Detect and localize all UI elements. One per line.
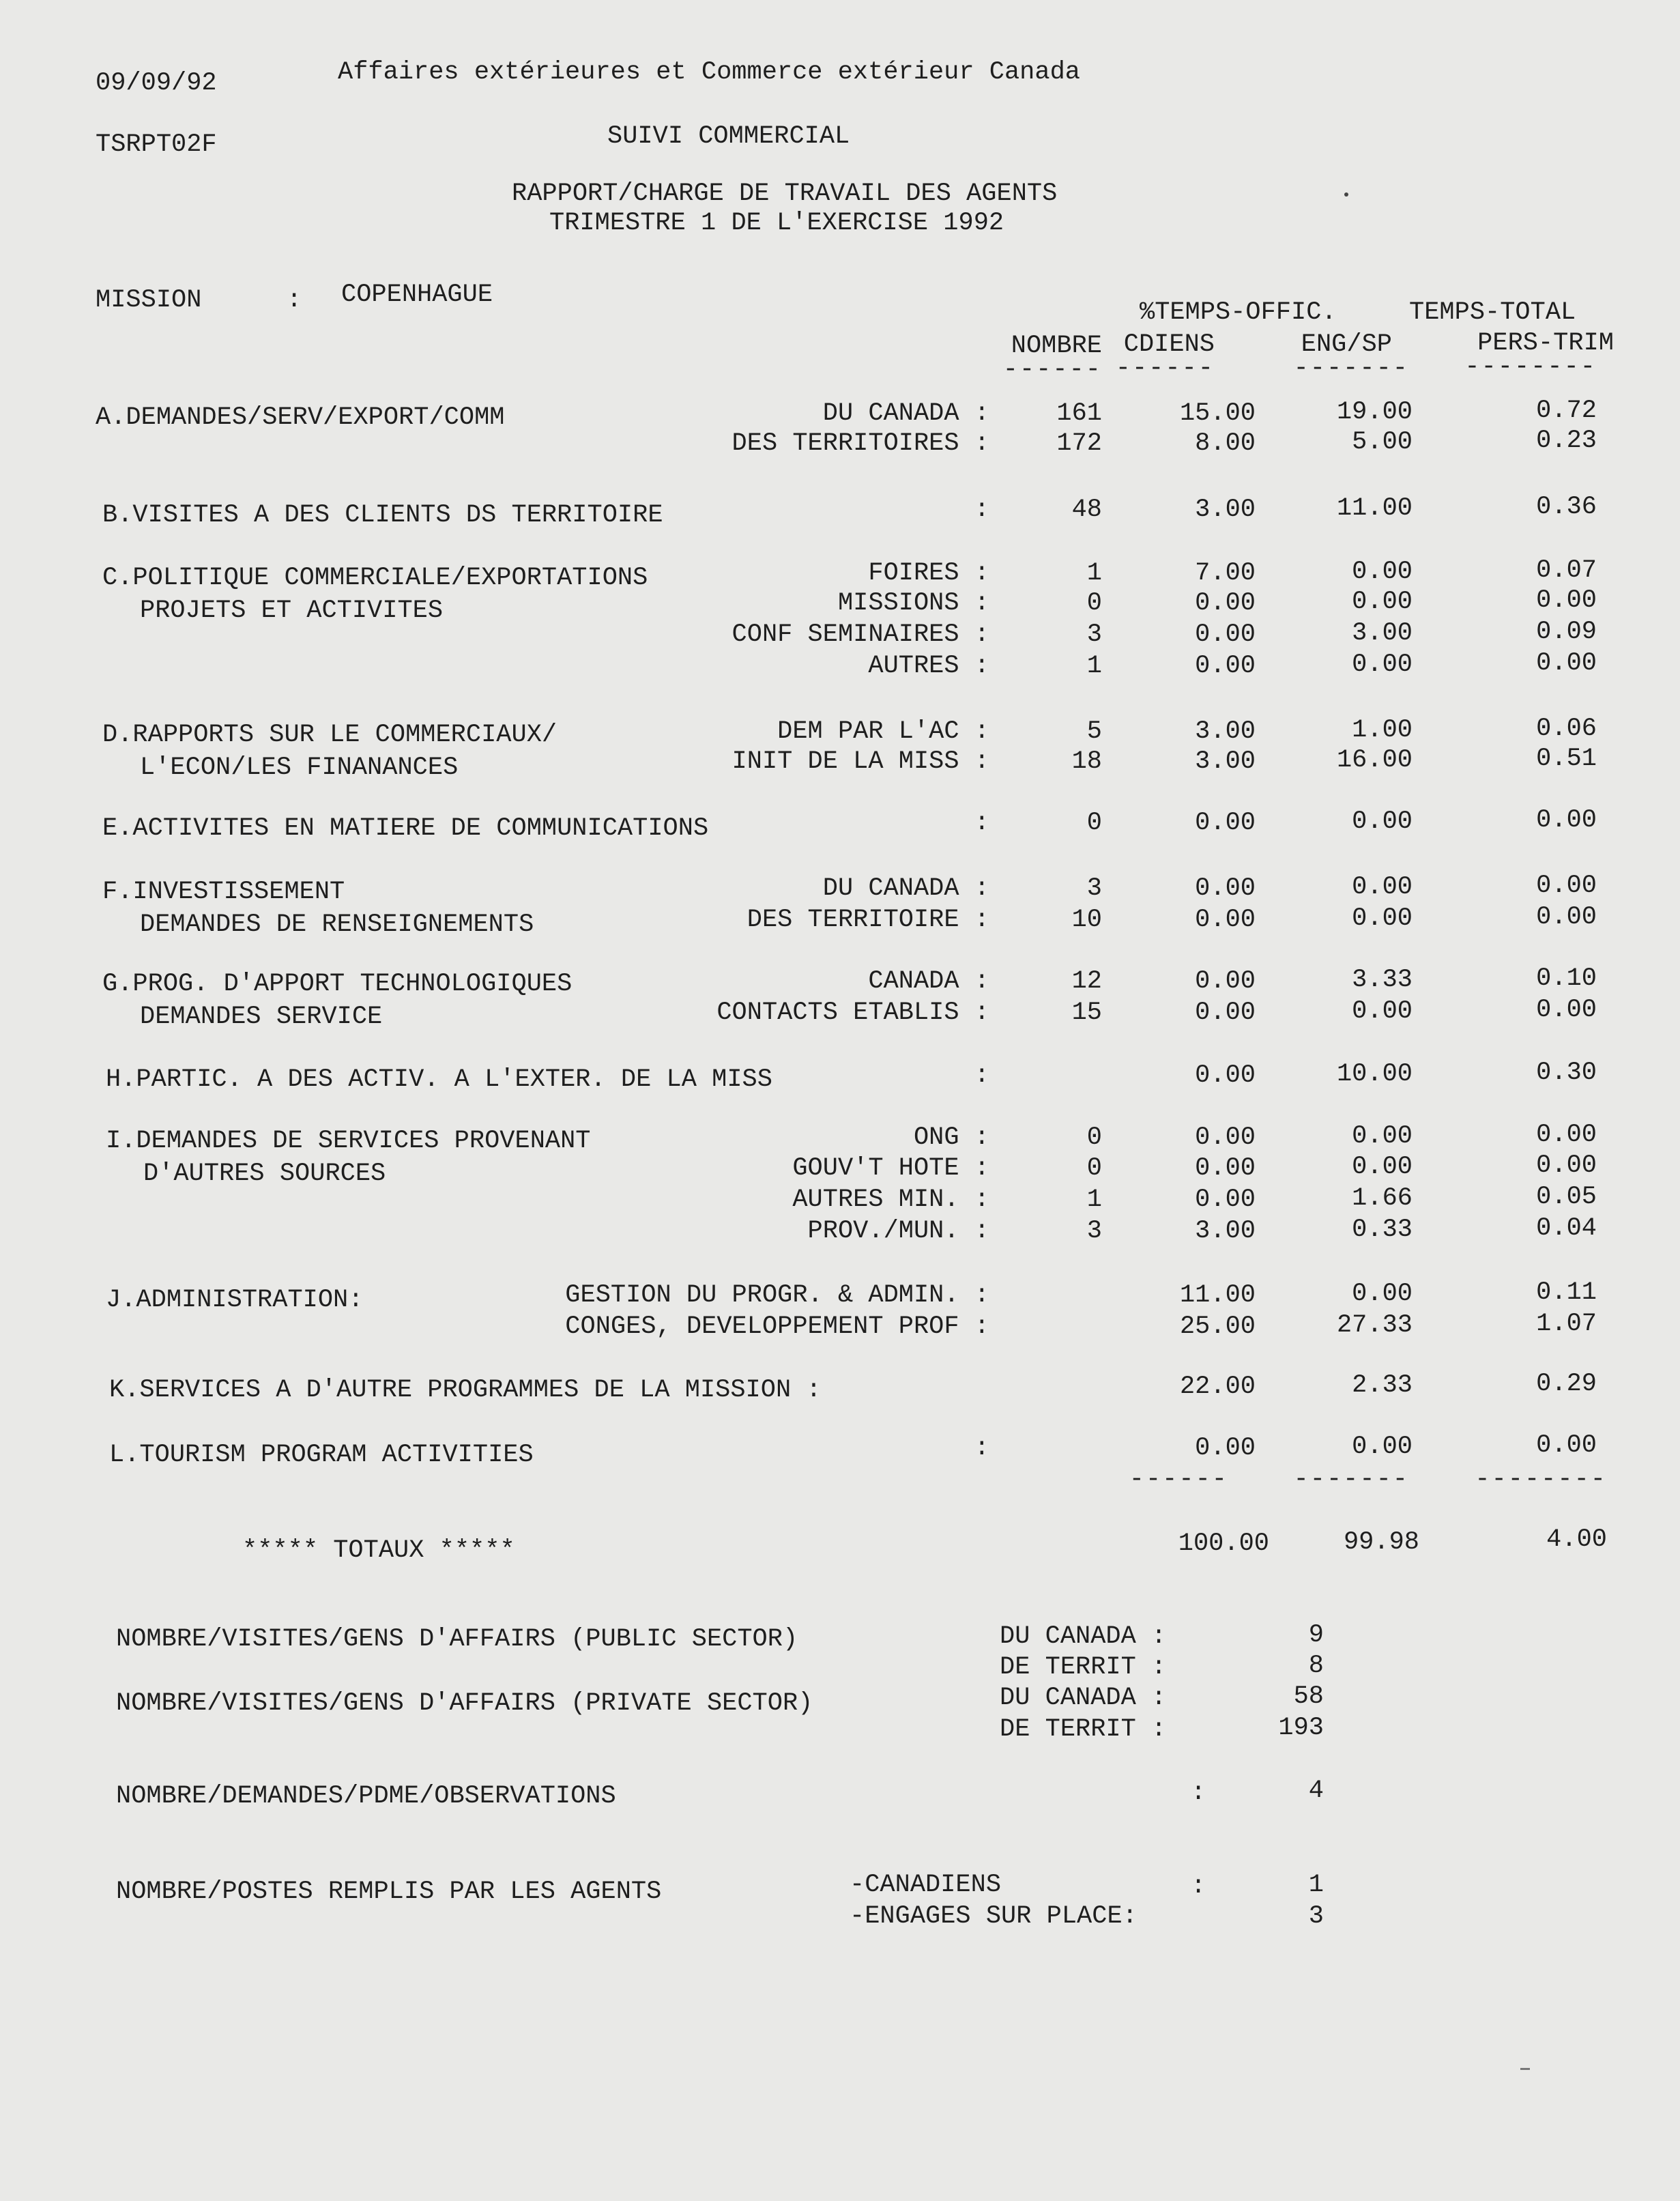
cell-cdiens: 15.00 — [1179, 399, 1256, 428]
row-sublabel: INIT DE LA MISS : — [732, 747, 989, 776]
totals-label: ***** TOTAUX ***** — [242, 1536, 515, 1565]
cell-cdiens: 22.00 — [1179, 1372, 1256, 1401]
cell-perstrim: 0.05 — [1536, 1183, 1597, 1211]
cell-perstrim: 1.07 — [1536, 1310, 1597, 1338]
cell-engsp: 3.00 — [1352, 619, 1413, 648]
cell-perstrim: 0.00 — [1536, 1121, 1597, 1149]
row-sublabel: : — [974, 1061, 989, 1090]
column-group-total-header: TEMPS-TOTAL — [1409, 298, 1576, 327]
column-rule-engsp: ------- — [1293, 354, 1409, 383]
column-rule-perstrim: -------- — [1464, 353, 1597, 382]
positions-engages-sub: -ENGAGES SUR PLACE: — [850, 1902, 1138, 1931]
row-sublabel: DU CANADA : — [822, 874, 989, 903]
cell-nombre: 172 — [1056, 429, 1102, 458]
requests-label: NOMBRE/DEMANDES/PDME/OBSERVATIONS — [116, 1782, 616, 1811]
totals-rule-engsp: ------- — [1293, 1465, 1409, 1494]
cell-cdiens: 0.00 — [1195, 1061, 1256, 1090]
cell-perstrim: 0.11 — [1536, 1278, 1597, 1307]
cell-engsp: 0.00 — [1352, 904, 1413, 933]
cell-engsp: 2.33 — [1352, 1371, 1413, 1400]
section-title: J.ADMINISTRATION: — [106, 1286, 364, 1314]
section-title: G.PROG. D'APPORT TECHNOLOGIQUES — [102, 970, 573, 998]
cell-cdiens: 3.00 — [1195, 717, 1256, 746]
cell-cdiens: 11.00 — [1179, 1281, 1256, 1310]
cell-perstrim: 0.23 — [1536, 427, 1597, 455]
column-cdiens-header: CDIENS — [1123, 330, 1215, 359]
section-title: K.SERVICES A D'AUTRE PROGRAMMES DE LA MISSION : — [109, 1376, 822, 1405]
cell-nombre: 1 — [1086, 1185, 1102, 1214]
cell-cdiens: 0.00 — [1195, 998, 1256, 1027]
cell-nombre: 3 — [1086, 620, 1102, 649]
visits-public-territ-value: 8 — [1308, 1652, 1324, 1680]
row-sublabel: : — [974, 495, 989, 524]
cell-perstrim: 0.00 — [1536, 806, 1597, 835]
cell-engsp: 0.00 — [1352, 558, 1413, 586]
cell-engsp: 0.00 — [1352, 997, 1413, 1026]
cell-nombre: 0 — [1086, 1154, 1102, 1183]
cell-nombre: 0 — [1086, 589, 1102, 618]
column-engsp-header: ENG/SP — [1301, 330, 1392, 359]
cell-perstrim: 0.07 — [1536, 556, 1597, 585]
cell-nombre: 1 — [1086, 559, 1102, 588]
cell-perstrim: 0.00 — [1536, 649, 1597, 678]
cell-engsp: 1.00 — [1352, 716, 1413, 745]
system-name: SUIVI COMMERCIAL — [607, 122, 850, 151]
cell-engsp: 27.33 — [1336, 1311, 1413, 1340]
cell-perstrim: 0.09 — [1536, 618, 1597, 646]
cell-engsp: 0.00 — [1352, 807, 1413, 836]
cell-cdiens: 3.00 — [1195, 495, 1256, 524]
section-title: L.TOURISM PROGRAM ACTIVITIES — [109, 1441, 534, 1469]
cell-nombre: 0 — [1086, 809, 1102, 837]
section-title: D.RAPPORTS SUR LE COMMERCIAUX/ — [102, 721, 557, 749]
visits-private-label: NOMBRE/VISITES/GENS D'AFFAIRS (PRIVATE SECTOR) — [116, 1689, 813, 1718]
section-title: L'ECON/LES FINANANCES — [140, 753, 459, 782]
cell-perstrim: 0.29 — [1536, 1370, 1597, 1398]
visits-private-canada-sub: DU CANADA : — [1000, 1684, 1167, 1712]
cell-cdiens: 0.00 — [1195, 809, 1256, 837]
cell-cdiens: 0.00 — [1195, 906, 1256, 934]
section-title: H.PARTIC. A DES ACTIV. A L'EXTER. DE LA MISS — [106, 1065, 772, 1094]
section-title: F.INVESTISSEMENT — [102, 878, 345, 906]
visits-private-canada-value: 58 — [1293, 1682, 1324, 1711]
cell-engsp: 10.00 — [1336, 1060, 1413, 1089]
totals-rule-cdiens: ------ — [1129, 1465, 1228, 1494]
cell-perstrim: 0.00 — [1536, 586, 1597, 615]
visits-public-label: NOMBRE/VISITES/GENS D'AFFAIRS (PUBLIC SECTOR) — [116, 1625, 798, 1654]
section-title: C.POLITIQUE COMMERCIALE/EXPORTATIONS — [102, 564, 648, 592]
row-sublabel: AUTRES : — [868, 652, 989, 680]
cell-engsp: 1.66 — [1352, 1184, 1413, 1213]
cell-engsp: 19.00 — [1336, 398, 1413, 427]
cell-engsp: 0.33 — [1352, 1215, 1413, 1244]
scan-speck — [1344, 192, 1348, 197]
visits-public-territ-sub: DE TERRIT : — [1000, 1653, 1167, 1682]
row-sublabel: PROV./MUN. : — [807, 1217, 989, 1246]
cell-perstrim: 0.00 — [1536, 903, 1597, 932]
report-code: TSRPT02F — [96, 130, 217, 159]
row-sublabel: MISSIONS : — [837, 589, 989, 618]
cell-perstrim: 0.72 — [1536, 397, 1597, 425]
cell-perstrim: 0.00 — [1536, 1151, 1597, 1180]
cell-cdiens: 7.00 — [1195, 559, 1256, 588]
cell-nombre: 10 — [1071, 906, 1102, 934]
positions-canadiens-value: 1 — [1308, 1871, 1324, 1899]
cell-perstrim: 0.36 — [1536, 493, 1597, 521]
visits-public-canada-sub: DU CANADA : — [1000, 1622, 1167, 1651]
row-sublabel: CONF SEMINAIRES : — [732, 620, 989, 649]
cell-cdiens: 0.00 — [1195, 967, 1256, 996]
section-title: E.ACTIVITES EN MATIERE DE COMMUNICATIONS — [102, 814, 709, 843]
row-sublabel: ONG : — [913, 1123, 989, 1152]
cell-perstrim: 0.30 — [1536, 1059, 1597, 1087]
cell-nombre: 0 — [1086, 1123, 1102, 1152]
requests-colon: : — [1191, 1779, 1206, 1807]
cell-cdiens: 0.00 — [1195, 1434, 1256, 1463]
cell-nombre: 12 — [1071, 967, 1102, 996]
positions-label: NOMBRE/POSTES REMPLIS PAR LES AGENTS — [116, 1878, 662, 1906]
cell-cdiens: 8.00 — [1195, 429, 1256, 458]
section-title: DEMANDES DE RENSEIGNEMENTS — [140, 910, 534, 939]
mission-value: COPENHAGUE — [341, 280, 493, 309]
row-sublabel: DES TERRITOIRE : — [747, 906, 989, 934]
row-sublabel: CANADA : — [868, 967, 989, 996]
totals-cdiens: 100.00 — [1178, 1529, 1269, 1558]
column-rule-nombre: ------ — [1002, 356, 1102, 384]
row-sublabel: CONTACTS ETABLIS : — [716, 998, 989, 1027]
column-perstrim-header: PERS-TRIM — [1477, 329, 1614, 358]
visits-public-canada-value: 9 — [1308, 1621, 1324, 1650]
cell-nombre: 18 — [1071, 747, 1102, 776]
cell-engsp: 3.33 — [1352, 966, 1413, 994]
cell-cdiens: 3.00 — [1195, 747, 1256, 776]
cell-perstrim: 0.00 — [1536, 872, 1597, 900]
cell-cdiens: 25.00 — [1179, 1312, 1256, 1341]
cell-nombre: 1 — [1086, 652, 1102, 680]
cell-perstrim: 0.00 — [1536, 996, 1597, 1024]
cell-engsp: 0.00 — [1352, 1153, 1413, 1181]
totals-perstrim: 4.00 — [1546, 1525, 1607, 1554]
section-title: D'AUTRES SOURCES — [143, 1160, 386, 1188]
section-title: DEMANDES SERVICE — [140, 1003, 383, 1031]
row-sublabel: AUTRES MIN. : — [792, 1185, 989, 1214]
column-group-pct-header: %TEMPS-OFFIC. — [1140, 298, 1337, 327]
row-sublabel: GOUV'T HOTE : — [792, 1154, 989, 1183]
positions-canadiens-sub: -CANADIENS — [850, 1871, 1002, 1899]
row-sublabel: DU CANADA : — [822, 399, 989, 428]
cell-perstrim: 0.04 — [1536, 1214, 1597, 1243]
cell-perstrim: 0.06 — [1536, 715, 1597, 743]
cell-engsp: 0.00 — [1352, 1433, 1413, 1461]
report-date: 09/09/92 — [96, 69, 217, 98]
cell-cdiens: 0.00 — [1195, 652, 1256, 680]
section-title: A.DEMANDES/SERV/EXPORT/COMM — [96, 403, 505, 432]
row-sublabel: : — [974, 809, 989, 837]
row-sublabel: FOIRES : — [868, 559, 989, 588]
cell-nombre: 5 — [1086, 717, 1102, 746]
report-title: RAPPORT/CHARGE DE TRAVAIL DES AGENTS — [512, 179, 1058, 208]
mission-colon: : — [287, 286, 302, 315]
row-sublabel: CONGES, DEVELOPPEMENT PROF : — [565, 1312, 989, 1341]
cell-cdiens: 0.00 — [1195, 589, 1256, 618]
cell-perstrim: 0.10 — [1536, 964, 1597, 993]
positions-canadiens-colon: : — [1191, 1872, 1206, 1901]
cell-engsp: 0.00 — [1352, 1280, 1413, 1308]
row-sublabel: DES TERRITOIRES : — [732, 429, 989, 458]
cell-engsp: 0.00 — [1352, 650, 1413, 679]
row-sublabel: DEM PAR L'AC : — [777, 717, 989, 746]
cell-nombre: 161 — [1056, 399, 1102, 428]
column-nombre-header: NOMBRE — [1011, 332, 1102, 360]
cell-perstrim: 0.00 — [1536, 1431, 1597, 1460]
visits-private-territ-sub: DE TERRIT : — [1000, 1715, 1167, 1744]
row-sublabel: : — [974, 1434, 989, 1463]
cell-cdiens: 0.00 — [1195, 874, 1256, 903]
totals-rule-perstrim: -------- — [1475, 1465, 1607, 1494]
section-title: I.DEMANDES DE SERVICES PROVENANT — [106, 1127, 591, 1155]
column-rule-cdiens: ------ — [1115, 354, 1215, 383]
cell-cdiens: 0.00 — [1195, 1154, 1256, 1183]
cell-engsp: 0.00 — [1352, 1122, 1413, 1151]
visits-private-territ-value: 193 — [1278, 1714, 1324, 1742]
cell-cdiens: 0.00 — [1195, 1123, 1256, 1152]
cell-cdiens: 0.00 — [1195, 620, 1256, 649]
report-period: TRIMESTRE 1 DE L'EXERCISE 1992 — [549, 209, 1004, 238]
cell-nombre: 48 — [1071, 495, 1102, 524]
cell-cdiens: 3.00 — [1195, 1217, 1256, 1246]
section-title: B.VISITES A DES CLIENTS DS TERRITOIRE — [102, 501, 663, 530]
requests-value: 4 — [1308, 1776, 1324, 1805]
cell-cdiens: 0.00 — [1195, 1185, 1256, 1214]
section-title: PROJETS ET ACTIVITES — [140, 596, 444, 625]
totals-engsp: 99.98 — [1343, 1528, 1419, 1557]
cell-nombre: 3 — [1086, 874, 1102, 903]
mission-label: MISSION — [96, 286, 202, 315]
cell-nombre: 3 — [1086, 1217, 1102, 1246]
organization-name: Affaires extérieures et Commerce extérieur Canada — [338, 58, 1080, 87]
cell-perstrim: 0.51 — [1536, 745, 1597, 773]
cell-engsp: 5.00 — [1352, 428, 1413, 457]
cell-engsp: 0.00 — [1352, 873, 1413, 902]
cell-engsp: 16.00 — [1336, 746, 1413, 775]
cell-nombre: 15 — [1071, 998, 1102, 1027]
row-sublabel: GESTION DU PROGR. & ADMIN. : — [565, 1281, 989, 1310]
scan-speck — [1520, 2068, 1530, 2070]
cell-engsp: 11.00 — [1336, 494, 1413, 523]
positions-engages-value: 3 — [1308, 1902, 1324, 1931]
cell-engsp: 0.00 — [1352, 588, 1413, 616]
